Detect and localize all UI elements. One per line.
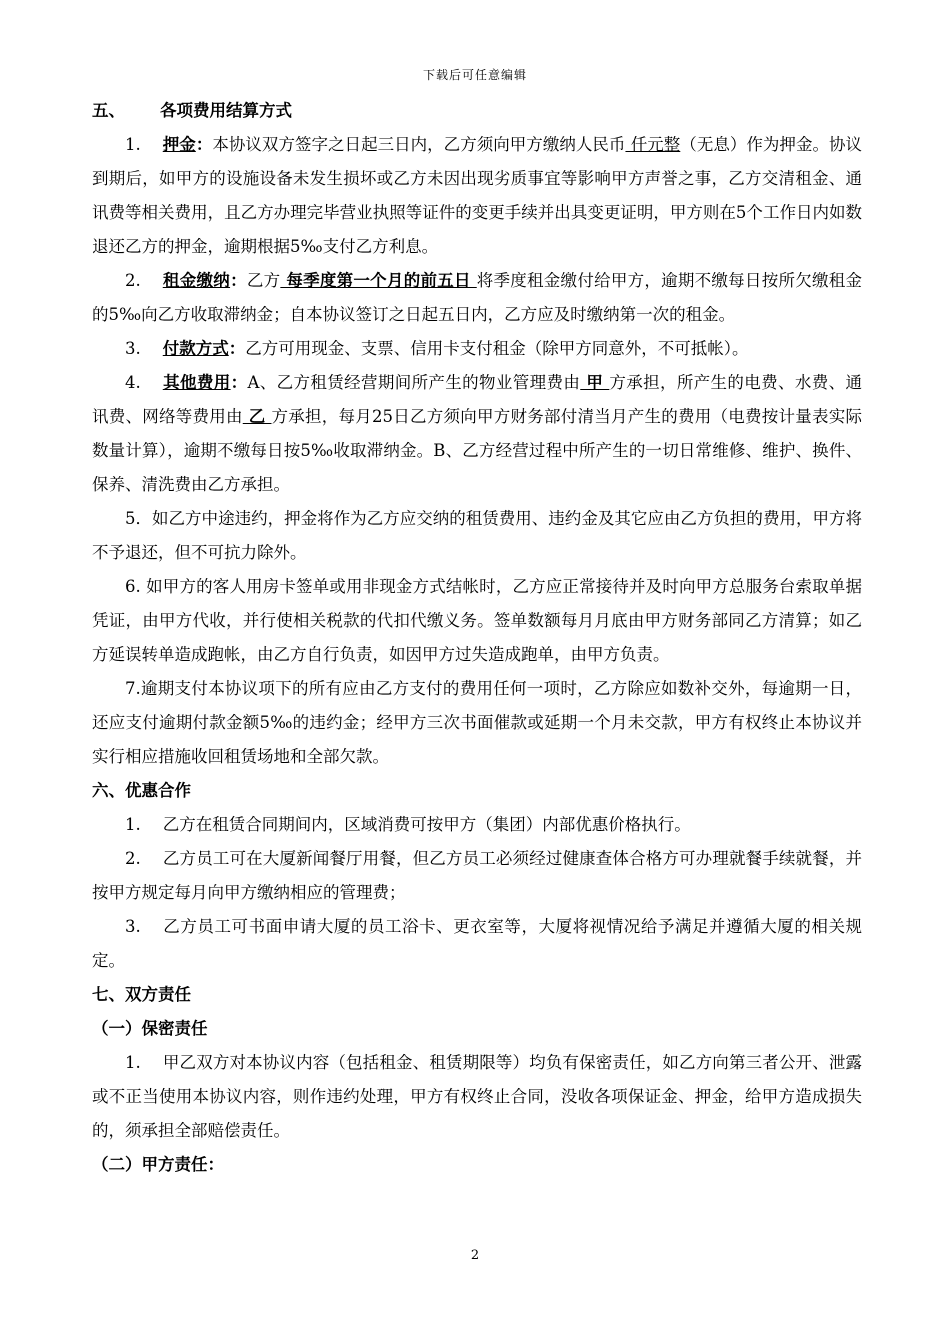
page-header: 下载后可任意编辑 <box>422 68 527 82</box>
section-7-sub-2-heading: （二）甲方责任： <box>92 1155 224 1174</box>
payment-method-label: 付款方式 <box>162 339 229 358</box>
section-5-item-6: 6. 如甲方的客人用房卡签单或用非现金方式结帐时，乙方应正常接待并及时向甲方总服务台索取单据凭证，由甲方代收，并行使相关税款的代扣代缴义务。签单数额每月月底由甲方财务部同乙方清算；如乙方延误转单造成跑帐，由乙方自行负责，如因甲方过失造成跑单，由甲方负责。 <box>92 577 862 664</box>
document-body <box>92 94 862 1182</box>
section-5-item-5: 5．如乙方中途违约，押金将作为乙方应交纳的租赁费用、违约金及其它应由乙方负担的费用，甲方将不予退还，但不可抗力除外。 <box>92 509 862 562</box>
section-6-item-2: 2. 乙方员工可在大厦新闻餐厅用餐，但乙方员工必须经过健康查体合格方可办理就餐手续就餐，并按甲方规定每月向甲方缴纳相应的管理费； <box>92 849 862 902</box>
section-5-number: 五、 <box>92 101 125 120</box>
section-5-heading <box>92 94 862 128</box>
utility-fee-party-blank: 乙 <box>242 407 272 426</box>
section-7-item-1: 1. 甲乙双方对本协议内容（包括租金、租赁期限等）均负有保密责任，如乙方向第三者公开、泄露或不正当使用本协议内容，则作违约处理，甲方有权终止合同，没收各项保证金、押金，给甲方造成损失的，须承担全部赔偿责任。 <box>92 1053 862 1140</box>
section-6-heading: 六、优惠合作 <box>92 781 191 800</box>
section-6-item-3: 3. 乙方员工可书面申请大厦的员工浴卡、更衣室等，大厦将视情况给予满足并遵循大厦的相关规定。 <box>92 917 862 970</box>
deposit-amount-blank: 仟元整 <box>625 135 681 154</box>
section-5-title: 各项费用结算方式 <box>160 101 292 120</box>
rent-due-blank: 每季度第一个月的前五日 <box>280 271 477 290</box>
section-5-item-2: 2. 租金缴纳：乙方 每季度第一个月的前五日 将季度租金缴付给甲方，逾期不缴每日按所欠缴租金的5‰向乙方收取滞纳金；自本协议签订之日起五日内，乙方应及时缴纳第一次的租金。 <box>92 271 863 324</box>
deposit-label: 押金 <box>162 135 196 154</box>
section-6-item-1: 1. 乙方在租赁合同期间内，区域消费可按甲方（集团）内部优惠价格执行。 <box>125 815 691 834</box>
other-fees-label: 其他费用 <box>162 373 231 392</box>
section-5-item-3: 3. 付款方式：乙方可用现金、支票、信用卡支付租金（除甲方同意外，不可抵帐）。 <box>125 339 749 358</box>
property-fee-party-blank: 甲 <box>580 373 610 392</box>
page-number: 2 <box>470 1248 480 1263</box>
section-7-sub-1-heading: （一）保密责任 <box>92 1019 208 1038</box>
section-7-heading: 七、双方责任 <box>92 985 191 1004</box>
section-5-item-7: 7.逾期支付本协议项下的所有应由乙方支付的费用任何一项时，乙方除应如数补交外，每逾期一日，还应支付逾期付款金额5‰的违约金；经甲方三次书面催款或延期一个月未交款，甲方有权终止本协议并实行相应措施收回租赁场地和全部欠款。 <box>92 679 862 766</box>
rent-payment-label: 租金缴纳 <box>162 271 231 290</box>
section-5-item-1: 1. 押金：本协议双方签字之日起三日内，乙方须向甲方缴纳人民币 仟元整（无息）作为押金。协议到期后，如甲方的设施设备未发生损坏或乙方未因出现劣质事宜等影响甲方声誉之事，乙方交清租金、通讯费等相关费用，且乙方办理完毕营业执照等证件的变更手续并出具变更证明，甲方则在5个工作日内如数退还乙方的押金，逾期根据5‰支付乙方利息。 <box>92 135 863 256</box>
section-5-item-4: 4. 其他费用：A、乙方租赁经营期间所产生的物业管理费由 甲 方承担，所产生的电费、水费、通讯费、网络等费用由 乙 方承担，每月25日乙方须向甲方财务部付清当月产生的费用（电费按计量表实际数量计算），逾期不缴每日按5‰收取滞纳金。B、乙方经营过程中所产生的一切日常维修、维护、换件、保养、清洗费由乙方承担。 <box>92 373 862 494</box>
